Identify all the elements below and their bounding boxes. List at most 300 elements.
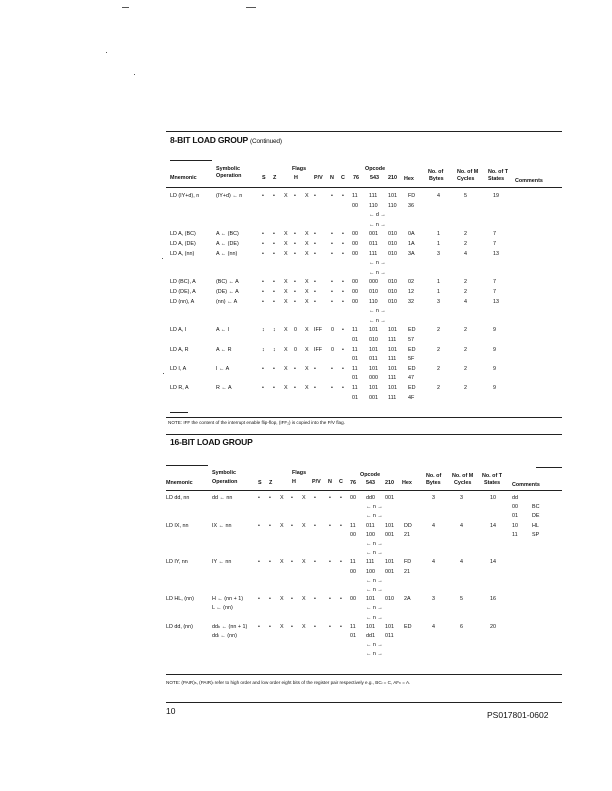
cell-op: H ← (nn + 1) — [212, 596, 244, 603]
cell-states: 19 — [493, 193, 499, 199]
cell-op: A ← R — [216, 346, 232, 353]
cell-h: • — [294, 385, 296, 391]
cell-x2: X — [305, 365, 309, 372]
col-header-c: C — [341, 175, 345, 181]
cell-x2: X — [305, 289, 309, 295]
cell-op: A ← (nn) — [216, 250, 238, 257]
table2-top-rule — [166, 434, 562, 435]
cell-b76: 11 — [352, 346, 358, 353]
cell-b543: 101 — [369, 365, 378, 372]
cell-pair: BC — [532, 504, 540, 511]
cell-c: • — [340, 522, 342, 529]
cell-b543: 111 — [369, 193, 378, 199]
cell-pair: HL — [532, 522, 539, 529]
cell-b543: 011 — [366, 522, 375, 529]
cell-mn: LD (DE), A — [170, 289, 196, 295]
cell-c: • — [342, 298, 344, 305]
cell-b76: 01 — [352, 375, 358, 382]
cell-s: • — [262, 241, 264, 247]
cell-x2: X — [305, 298, 309, 305]
cell-z: • — [273, 231, 275, 238]
cell-s: ↕ — [262, 346, 265, 353]
cell-states: 13 — [493, 250, 499, 257]
cell-b76: 11 — [350, 522, 356, 529]
table2-bottom-rule — [166, 674, 562, 675]
cell-b543: 001 — [369, 394, 378, 401]
col-header-c: C — [339, 479, 343, 485]
cell-op: dd ← nn — [212, 495, 233, 501]
cell-c: • — [342, 365, 344, 372]
cell-hex: 32 — [408, 298, 414, 305]
cell-pv: IFF — [314, 346, 323, 353]
cell-pv: • — [314, 241, 316, 247]
col-header-h: H — [294, 175, 298, 181]
cell-n: • — [331, 289, 333, 295]
cell-hex: DD — [404, 522, 412, 529]
cell-b543: 000 — [369, 279, 378, 286]
cell-z: • — [273, 241, 275, 247]
cell-hex: 4F — [408, 394, 415, 401]
cell-x2: X — [305, 193, 309, 199]
cell-h: • — [294, 279, 296, 286]
cell-b210: 101 — [388, 365, 397, 372]
table1-header-bottom-rule — [166, 187, 562, 188]
col-header-mnemonic: Mnemonic — [166, 480, 193, 486]
cell-b543: 111 — [369, 250, 378, 257]
col-header-cycles-1: No. of M — [452, 473, 474, 479]
cell-n: • — [331, 231, 333, 238]
col-header-comments: Comments — [512, 482, 540, 488]
cell-c: • — [340, 559, 342, 566]
cell-z: • — [273, 289, 275, 295]
cell-op: (nn) ← A — [216, 298, 238, 305]
cell-n: • — [329, 623, 331, 630]
cell-cycles: 3 — [460, 495, 463, 501]
cell-b543: ← d → — [369, 212, 386, 219]
cell-states: 16 — [490, 596, 496, 603]
cell-pv: • — [314, 250, 316, 257]
cell-hex: 0A — [408, 231, 415, 238]
col-header-symbolic: Symbolic — [216, 166, 240, 172]
cell-b76: 11 — [352, 385, 358, 391]
cell-x2: X — [302, 559, 306, 566]
col-header-opcode: Opcode — [365, 166, 386, 172]
cell-z: • — [269, 559, 271, 566]
cell-n: 0 — [331, 346, 334, 353]
cell-b210: 001 — [385, 531, 394, 538]
cell-cycles: 2 — [464, 346, 467, 353]
cell-h: • — [291, 495, 293, 501]
col-header-bytes-1: No. of — [426, 473, 442, 479]
col-header-76: 76 — [350, 480, 356, 486]
cell-b210: 101 — [388, 193, 397, 199]
cell-h: • — [294, 241, 296, 247]
cell-b210: 111 — [388, 356, 397, 363]
cell-cmt: dd — [512, 495, 518, 501]
cell-h: • — [294, 193, 296, 199]
cell-h: • — [291, 623, 293, 630]
cell-bytes: 1 — [437, 241, 440, 247]
cell-states: 14 — [490, 522, 496, 529]
cell-b543: 000 — [369, 375, 378, 382]
cell-states: 7 — [493, 241, 496, 247]
scan-speck — [134, 74, 135, 75]
cell-pv: • — [314, 193, 316, 199]
col-header-comments: Comments — [515, 178, 543, 184]
cell-x2: X — [305, 250, 309, 257]
cell-c: • — [342, 231, 344, 238]
cell-hex: 2A — [404, 596, 411, 603]
table2-header-bottom-rule — [166, 490, 562, 491]
cell-c: • — [342, 250, 344, 257]
cell-n: • — [329, 596, 331, 603]
cell-h: • — [294, 298, 296, 305]
table2-header-rule-short — [166, 465, 208, 466]
cell-states: 9 — [493, 365, 496, 372]
cell-b543: 101 — [369, 327, 378, 334]
cell-c: • — [340, 495, 342, 501]
col-header-n: N — [328, 479, 332, 485]
cell-b543: ← n → — [366, 541, 383, 547]
col-header-opcode: Opcode — [360, 472, 381, 478]
cell-x2: X — [305, 385, 309, 391]
col-header-pv: P/V — [314, 175, 323, 181]
cell-b210: 101 — [385, 559, 394, 566]
cell-b210: 001 — [385, 568, 394, 575]
cell-b76: 01 — [352, 356, 358, 363]
cell-z: ↕ — [273, 346, 276, 353]
cell-b76: 11 — [350, 623, 356, 630]
cell-c: • — [342, 289, 344, 295]
cell-z: • — [273, 385, 275, 391]
cell-s: • — [258, 495, 260, 501]
cell-b76: 11 — [352, 193, 358, 199]
cell-b76: 00 — [350, 568, 356, 575]
cell-pv: • — [314, 559, 316, 566]
cell-h: 0 — [294, 346, 297, 353]
col-header-mnemonic: Mnemonic — [170, 175, 197, 181]
scan-speck — [163, 373, 164, 374]
cell-cycles: 2 — [464, 385, 467, 391]
cell-mn: LD (IY+d), n — [170, 193, 200, 199]
cell-s: • — [258, 596, 260, 603]
cell-c: • — [342, 241, 344, 247]
cell-b543: ← n → — [366, 577, 383, 584]
cell-states: 10 — [490, 495, 496, 501]
cell-c: • — [342, 279, 344, 286]
table2-header-rule-right — [536, 467, 562, 468]
cell-cycles: 5 — [460, 596, 463, 603]
cell-c: • — [340, 596, 342, 603]
cell-cycles: 4 — [460, 559, 463, 566]
cell-b210: 101 — [385, 522, 394, 529]
cell-n: • — [331, 298, 333, 305]
cell-x2: X — [302, 522, 306, 529]
col-header-z: Z — [269, 480, 273, 486]
cell-bytes: 3 — [432, 596, 435, 603]
col-header-states-2: States — [484, 480, 501, 486]
cell-s: • — [262, 231, 264, 238]
cell-b543: 101 — [369, 346, 378, 353]
cell-x1: X — [280, 559, 284, 566]
cell-x2: X — [305, 241, 309, 247]
cell-b76: 11 — [350, 559, 356, 566]
cell-b543: ← n → — [369, 269, 386, 276]
cell-b543: 100 — [366, 568, 375, 575]
table1-title — [170, 135, 282, 145]
cell-h: • — [291, 522, 293, 529]
cell-b543: ← n → — [369, 317, 386, 324]
cell-x1: X — [280, 522, 284, 529]
cell-cmt: 11 — [512, 531, 518, 538]
cell-b76: 00 — [352, 250, 358, 257]
cell-b543: ← n → — [366, 504, 383, 511]
cell-x1: X — [284, 327, 288, 334]
cell-bytes: 2 — [437, 327, 440, 334]
cell-hex: 47 — [408, 375, 414, 382]
cell-hex: ED — [408, 327, 416, 334]
cell-hex: ED — [408, 365, 416, 372]
cell-op: I ← A — [216, 365, 230, 372]
cell-b543: 101 — [369, 385, 378, 391]
cell-mn: LD A, (nn) — [170, 250, 195, 257]
cell-mn: LD IY, nn — [166, 559, 188, 566]
cell-pair: DE — [532, 513, 540, 520]
cell-bytes: 2 — [437, 365, 440, 372]
cell-hex: 1A — [408, 241, 415, 247]
cell-op: R ← A — [216, 385, 232, 391]
cell-x1: X — [284, 279, 288, 286]
cell-x2: X — [305, 279, 309, 286]
cell-mn: LD HL, (nn) — [166, 596, 194, 603]
col-header-z: Z — [273, 175, 277, 181]
cell-s: • — [262, 250, 264, 257]
col-header-bytes-2: Bytes — [426, 480, 441, 486]
cell-h: 0 — [294, 327, 297, 334]
cell-pv: • — [314, 289, 316, 295]
cell-op: (BC) ← A — [216, 279, 239, 286]
table1-note: NOTE: IFF the content of the interrupt enable flip-flop, (IFF₂) is copied into the P/V flag. — [168, 420, 345, 425]
cell-bytes: 1 — [437, 279, 440, 286]
cell-x1: X — [284, 193, 288, 199]
cell-cycles: 4 — [460, 522, 463, 529]
cell-z: ↕ — [273, 327, 276, 334]
cell-cycles: 2 — [464, 327, 467, 334]
cell-op: (IY+d) ← n — [216, 193, 243, 199]
cell-b543: ← n → — [369, 260, 386, 267]
cell-b210: 101 — [385, 623, 394, 630]
cell-b543: 111 — [366, 559, 375, 566]
cell-h: • — [294, 250, 296, 257]
cell-x2: X — [302, 623, 306, 630]
cell-h: • — [294, 289, 296, 295]
cell-b76: 00 — [352, 231, 358, 238]
cell-z: • — [273, 250, 275, 257]
cell-b543: ← n → — [366, 614, 383, 621]
table2-note: NOTE: (PAIR)ₕ, (PAIR)ₗ refer to high order and low order eight bits of the register pair respectively e.g., BCₗ = C, AFₕ = A. — [166, 680, 411, 685]
cell-b543: dd0 — [366, 495, 375, 501]
scan-speck — [162, 258, 163, 259]
col-header-cycles-1: No. of M — [457, 169, 479, 175]
table1-header-rule-short — [170, 160, 212, 161]
cell-b543: 011 — [369, 241, 378, 247]
table1-title-sub: (Continued) — [250, 138, 282, 145]
cell-b76: 01 — [350, 633, 356, 639]
cell-b76: 00 — [352, 241, 358, 247]
cell-hex: ED — [408, 346, 416, 353]
cell-bytes: 4 — [437, 193, 440, 199]
col-header-cycles-2: Cycles — [457, 176, 475, 182]
col-header-210: 210 — [385, 480, 394, 486]
cell-c: • — [342, 346, 344, 353]
cell-mn: LD A, (DE) — [170, 241, 196, 247]
cell-z: • — [269, 522, 271, 529]
cell-cycles: 2 — [464, 279, 467, 286]
cell-mn: LD IX, nn — [166, 522, 189, 529]
cell-z: • — [273, 365, 275, 372]
col-header-operation: Operation — [216, 173, 242, 179]
cell-cycles: 5 — [464, 193, 467, 199]
cell-n: 0 — [331, 327, 334, 334]
cell-b543: ← n → — [366, 605, 383, 612]
cell-x2: X — [305, 346, 309, 353]
cell-states: 13 — [493, 298, 499, 305]
cell-op: ddₗ ← (nn) — [212, 633, 237, 639]
cell-b543: ← n → — [366, 587, 383, 593]
cell-cycles: 2 — [464, 231, 467, 238]
cell-pv: • — [314, 231, 316, 238]
cell-b543: 001 — [369, 231, 378, 238]
cell-cycles: 4 — [464, 298, 467, 305]
cell-n: • — [331, 193, 333, 199]
col-header-flags: Flags — [292, 470, 307, 476]
cell-cycles: 2 — [464, 241, 467, 247]
cell-h: • — [291, 559, 293, 566]
table1-bottom-rule — [166, 417, 562, 418]
cell-pv: IFF — [314, 327, 323, 334]
cell-mn: LD A, R — [170, 346, 189, 353]
cell-c: • — [340, 623, 342, 630]
cell-n: • — [329, 522, 331, 529]
cell-b543: ← n → — [366, 642, 383, 649]
cell-pv: • — [314, 596, 316, 603]
cell-bytes: 1 — [437, 289, 440, 295]
cell-b76: 01 — [352, 337, 358, 343]
cell-z: • — [273, 279, 275, 286]
scan-speck — [122, 7, 129, 8]
col-header-s: S — [258, 480, 262, 486]
cell-mn: LD I, A — [170, 365, 187, 372]
col-header-210: 210 — [388, 175, 397, 181]
scan-speck — [106, 52, 107, 53]
cell-b76: 00 — [352, 279, 358, 286]
cell-hex: 21 — [404, 531, 410, 538]
cell-x1: X — [284, 365, 288, 372]
cell-hex: 02 — [408, 279, 414, 286]
cell-n: • — [331, 365, 333, 372]
cell-states: 9 — [493, 327, 496, 334]
col-header-hex: Hex — [404, 176, 414, 182]
cell-n: • — [331, 241, 333, 247]
cell-bytes: 2 — [437, 346, 440, 353]
cell-c: • — [342, 193, 344, 199]
col-header-h: H — [292, 479, 296, 485]
cell-x2: X — [305, 327, 309, 334]
col-header-bytes-1: No. of — [428, 169, 444, 175]
cell-mn: LD (nn), A — [170, 298, 195, 305]
cell-x1: X — [284, 298, 288, 305]
cell-b76: 11 — [352, 327, 358, 334]
cell-b543: dd1 — [366, 633, 375, 639]
col-header-states-2: States — [488, 176, 505, 182]
cell-b76: 01 — [352, 394, 358, 401]
cell-c: • — [342, 385, 344, 391]
cell-states: 9 — [493, 385, 496, 391]
cell-b543: ← n → — [366, 550, 383, 557]
cell-op: A ← (BC) — [216, 231, 239, 238]
cell-b76: 00 — [350, 531, 356, 538]
cell-b210: 111 — [388, 375, 397, 382]
cell-mn: LD dd, (nn) — [166, 623, 193, 630]
cell-x1: X — [280, 623, 284, 630]
col-header-operation: Operation — [212, 479, 238, 485]
cell-s: • — [258, 522, 260, 529]
table2-title: 16-BIT LOAD GROUP — [170, 437, 253, 447]
cell-b76: 00 — [352, 202, 358, 209]
cell-pv: • — [314, 385, 316, 391]
cell-mn: LD (BC), A — [170, 279, 196, 286]
cell-pv: • — [314, 522, 316, 529]
footer-rule — [166, 702, 562, 703]
cell-x1: X — [284, 289, 288, 295]
cell-s: • — [262, 193, 264, 199]
cell-z: • — [269, 596, 271, 603]
cell-cycles: 2 — [464, 365, 467, 372]
cell-bytes: 3 — [432, 495, 435, 501]
cell-n: • — [329, 495, 331, 501]
col-header-n: N — [330, 175, 334, 181]
cell-op: IY ← nn — [212, 559, 232, 566]
cell-hex: 3A — [408, 250, 415, 257]
cell-bytes: 3 — [437, 298, 440, 305]
cell-cmt: 01 — [512, 513, 518, 520]
cell-cycles: 6 — [460, 623, 463, 630]
cell-b543: 110 — [369, 298, 378, 305]
cell-n: • — [331, 385, 333, 391]
cell-bytes: 4 — [432, 522, 435, 529]
cell-n: • — [331, 279, 333, 286]
cell-mn: LD A, I — [170, 327, 187, 334]
cell-pv: • — [314, 623, 316, 630]
cell-z: • — [269, 623, 271, 630]
col-header-cycles-2: Cycles — [454, 480, 472, 486]
cell-pv: • — [314, 279, 316, 286]
cell-b210: 010 — [388, 279, 397, 286]
cell-s: • — [258, 559, 260, 566]
cell-z: • — [273, 193, 275, 199]
cell-bytes: 2 — [437, 385, 440, 391]
cell-b543: 101 — [366, 596, 375, 603]
cell-b76: 00 — [352, 289, 358, 295]
col-header-states-1: No. of T — [482, 473, 503, 479]
cell-b76: 00 — [352, 298, 358, 305]
cell-x1: X — [284, 241, 288, 247]
cell-n: • — [329, 559, 331, 566]
cell-cmt: 00 — [512, 504, 518, 511]
cell-h: • — [291, 596, 293, 603]
cell-cycles: 4 — [464, 250, 467, 257]
col-header-s: S — [262, 175, 266, 181]
